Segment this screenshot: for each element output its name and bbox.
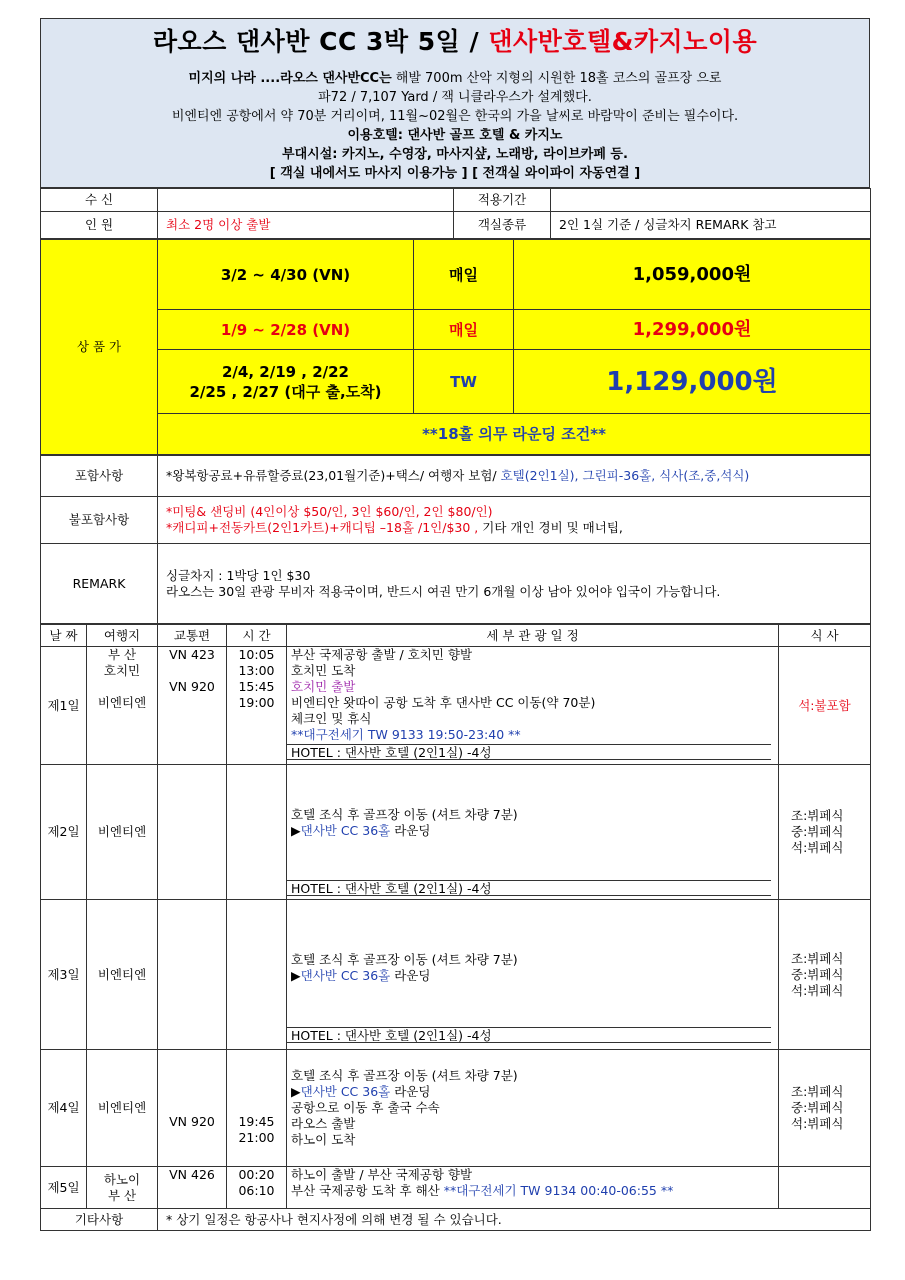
day2-lunch: 중:뷔페식 [791,824,844,839]
price-period-3 [158,350,414,414]
day4-course: 댄사반 CC 36홀 [300,1084,391,1099]
day1-flight1: VN 423 [169,647,215,662]
day4-time1: 19:45 [238,1114,275,1129]
intro-hotel: 이용호텔: 댄사반 골프 호텔 & 카지노 [347,128,563,143]
day4-label: 제4일 [41,1050,87,1167]
people-value: 최소 2명 이상 출발 [158,212,454,239]
price-value-1: 1,059,000원 [514,240,871,310]
included-text [158,456,871,497]
day5-label: 제5일 [41,1167,87,1209]
room-label: 객실종류 [454,212,551,239]
day3-transport [158,900,227,1050]
day1-detail [287,647,779,765]
header-time: 시 간 [227,625,287,647]
day4-meal [779,1050,871,1167]
day4-round: 라운딩 [390,1084,431,1099]
schedule-header-row [41,625,871,647]
day1-place1: 부 산 [107,647,137,662]
day2-detail1: 호텔 조식 후 골프장 이동 (셔트 차량 7분) [291,807,518,822]
day4-lunch: 중:뷔페식 [791,1100,844,1115]
title-main: 라오스 댄사반 CC 3박 5일 / [152,27,489,56]
day5-detail [287,1167,779,1209]
price-value-3: 1,129,000원 [514,350,871,414]
day5-detail2: 부산 국제공항 도착 후 해산 [291,1183,444,1198]
remark-label: REMARK [41,544,158,624]
day5-meal [779,1167,871,1209]
day1-detail2: 호치민 도착 [291,663,356,678]
day1-place2: 호치민 [103,663,141,678]
day2-place: 비엔티엔 [87,765,158,900]
period-label: 적용기간 [454,189,551,212]
arrow-icon: ▶ [291,823,301,838]
excluded-text [158,497,871,544]
schedule-row-day5 [41,1167,871,1209]
intro-text [45,69,865,183]
day2-meal [779,765,871,900]
day2-course: 댄사반 CC 36홀 [300,823,391,838]
day3-breakfast: 조:뷔페식 [791,950,844,966]
intro-extras: [ 객실 내에서도 마사지 이용가능 ] [ 전객실 와이파이 자동연결 ] [269,166,641,181]
day1-time4: 19:00 [238,695,275,710]
title-hotel: 댄사반호텔&카지노이용 [488,27,758,56]
price-days-2: 매일 [414,310,514,350]
day1-label: 제1일 [41,647,87,765]
day1-detail1: 부산 국제공항 출발 / 호치민 향발 [291,647,473,662]
day2-detail [287,765,779,900]
schedule-row-day3 [41,900,871,1050]
day3-label: 제3일 [41,900,87,1050]
day5-transport [158,1167,227,1209]
info-table [40,188,871,239]
included-text-blue: 호텔(2인1실), 그린피-36홀, 식사(조,중,석식) [500,468,750,483]
price-days-3: TW [414,350,514,414]
day5-detail1: 하노이 출발 / 부산 국제공항 향발 [291,1167,473,1182]
day5-charter: **대구전세기 TW 9134 00:40-06:55 ** [443,1183,674,1198]
remark-line2: 라오스는 30일 관광 무비자 적용국이며, 반드시 여권 만기 6개월 이상 남아 있어야 입국이 가능합니다. [166,583,721,599]
footer-label: 기타사항 [41,1209,158,1231]
day3-time [227,900,287,1050]
day5-time2: 06:10 [238,1183,275,1198]
price-label: 상 품 가 [41,240,158,455]
arrow-icon: ▶ [291,1084,301,1099]
included-text-main: *왕복항공료+유류할증료(23,01월기준)+택스/ 여행자 보험/ [166,468,501,483]
day1-detail3: 호치민 출발 [291,679,356,694]
intro-line2: 파72 / 7,107 Yard / 잭 니클라우스가 설계했다. [318,90,592,105]
day2-dinner: 석:뷔페식 [791,840,844,855]
price-period-1: 3/2 ~ 4/30 (VN) [158,240,414,310]
price-value-2: 1,299,000원 [514,310,871,350]
day3-detail1: 호텔 조식 후 골프장 이동 (셔트 차량 7분) [291,952,518,967]
day4-time2: 21:00 [238,1130,275,1145]
day4-transport [158,1050,227,1167]
day4-place: 비엔티엔 [87,1050,158,1167]
itinerary-document [40,18,870,1231]
header-day: 날 짜 [41,625,87,647]
day4-detail [287,1050,779,1167]
day4-detail4: 라오스 출발 [291,1116,356,1131]
day5-time [227,1167,287,1209]
day1-time [227,647,287,765]
intro-line1-bold: 미지의 나라 ....라오스 댄사반CC는 [188,71,392,86]
schedule-table [40,624,871,1231]
day4-time [227,1050,287,1167]
day3-meal [779,900,871,1050]
day4-detail1: 호텔 조식 후 골프장 이동 (셔트 차량 7분) [291,1068,518,1083]
day5-place [87,1167,158,1209]
day1-detail4: 비엔티안 왓따이 공항 도착 후 댄사반 CC 이동(약 70분) [291,695,596,710]
schedule-row-day4 [41,1050,871,1167]
day1-place3: 비엔티엔 [97,695,147,710]
intro-line1: 해발 700m 산악 지형의 시원한 18홀 코스의 골프장 으로 [391,71,722,86]
document-title [45,25,865,59]
day1-meal: 석:불포함 [779,647,871,765]
day1-detail6: **대구전세기 TW 9133 19:50-23:40 ** [291,727,521,742]
day5-place2: 부 산 [107,1187,137,1203]
day2-time [227,765,287,900]
day4-breakfast: 조:뷔페식 [791,1084,844,1099]
day5-flight: VN 426 [169,1167,215,1182]
arrow-icon: ▶ [291,968,301,983]
schedule-row-day1 [41,647,871,765]
day3-detail [287,900,779,1050]
room-value: 2인 1실 기준 / 싱글차지 REMARK 참고 [551,212,871,239]
price-condition: **18홀 의무 라운딩 조건** [158,414,871,455]
day1-time3: 15:45 [238,679,275,694]
price-period-2: 1/9 ~ 2/28 (VN) [158,310,414,350]
day3-course: 댄사반 CC 36홀 [300,968,391,983]
day3-hotel: HOTEL : 댄사반 호텔 (2인1실) -4성 [287,1027,771,1043]
excluded-line1: *미팅& 샌딩비 (4인이상 $50/인, 3인 $60/인, 2인 $80/인) [166,504,493,519]
recipient-value [158,189,454,212]
header-transport: 교통편 [158,625,227,647]
day1-time2: 13:00 [238,663,275,678]
included-label: 포함사항 [41,456,158,497]
day2-hotel: HOTEL : 댄사반 호텔 (2인1실) -4성 [287,880,771,896]
people-label: 인 원 [41,212,158,239]
price-period-3-line1: 2/4, 2/19 , 2/22 [222,362,349,381]
day3-dinner: 석:뷔페식 [791,982,844,998]
day1-transport [158,647,227,765]
day2-round: 라운딩 [390,823,431,838]
day1-time1: 10:05 [238,647,275,662]
day1-flight2: VN 920 [169,679,215,694]
schedule-row-day2 [41,765,871,900]
day1-place [87,647,158,765]
day1-hotel: HOTEL : 댄사반 호텔 (2인1실) -4성 [287,744,771,760]
header-detail: 세 부 관 광 일 정 [287,625,779,647]
day4-flight: VN 920 [169,1114,215,1129]
excluded-line2-red: *캐디피+전동카트(2인1카트)+캐디팁 –18홀 /1인/$30 , [166,520,479,535]
price-table [40,239,871,455]
day3-round: 라운딩 [390,968,431,983]
excluded-label: 불포함사항 [41,497,158,544]
price-days-1: 매일 [414,240,514,310]
day4-dinner: 석:뷔페식 [791,1116,844,1131]
excluded-line2: 기타 개인 경비 및 매너팁, [478,520,623,535]
day2-transport [158,765,227,900]
day2-breakfast: 조:뷔페식 [791,808,844,823]
day4-detail3: 공항으로 이동 후 출국 수속 [291,1100,440,1115]
header-meal: 식 사 [779,625,871,647]
day5-place1: 하노이 [103,1171,141,1187]
footer-text: * 상기 일정은 항공사나 현지사정에 의해 변경 될 수 있습니다. [158,1209,871,1231]
footer-row [41,1209,871,1231]
intro-facilities: 부대시설: 카지노, 수영장, 마사지샾, 노래방, 라이브카페 등. [282,147,628,162]
remark-text [158,544,871,624]
day2-label: 제2일 [41,765,87,900]
remark-line1: 싱글차지 : 1박당 1인 $30 [166,567,311,583]
header-box [40,18,870,188]
period-value [551,189,871,212]
day1-detail5: 체크인 및 휴식 [291,711,372,726]
intro-line3: 비엔티엔 공항에서 약 70분 거리이며, 11월~02월은 한국의 가을 날씨로 바람막이 준비는 필수이다. [171,109,739,124]
recipient-label: 수 신 [41,189,158,212]
day4-detail5: 하노이 도착 [291,1132,356,1147]
header-place: 여행지 [87,625,158,647]
price-period-3-line2: 2/25 , 2/27 (대구 출,도착) [189,382,382,401]
day3-place: 비엔티엔 [87,900,158,1050]
day5-time1: 00:20 [238,1167,275,1182]
terms-table [40,455,871,624]
day3-lunch: 중:뷔페식 [791,966,844,982]
